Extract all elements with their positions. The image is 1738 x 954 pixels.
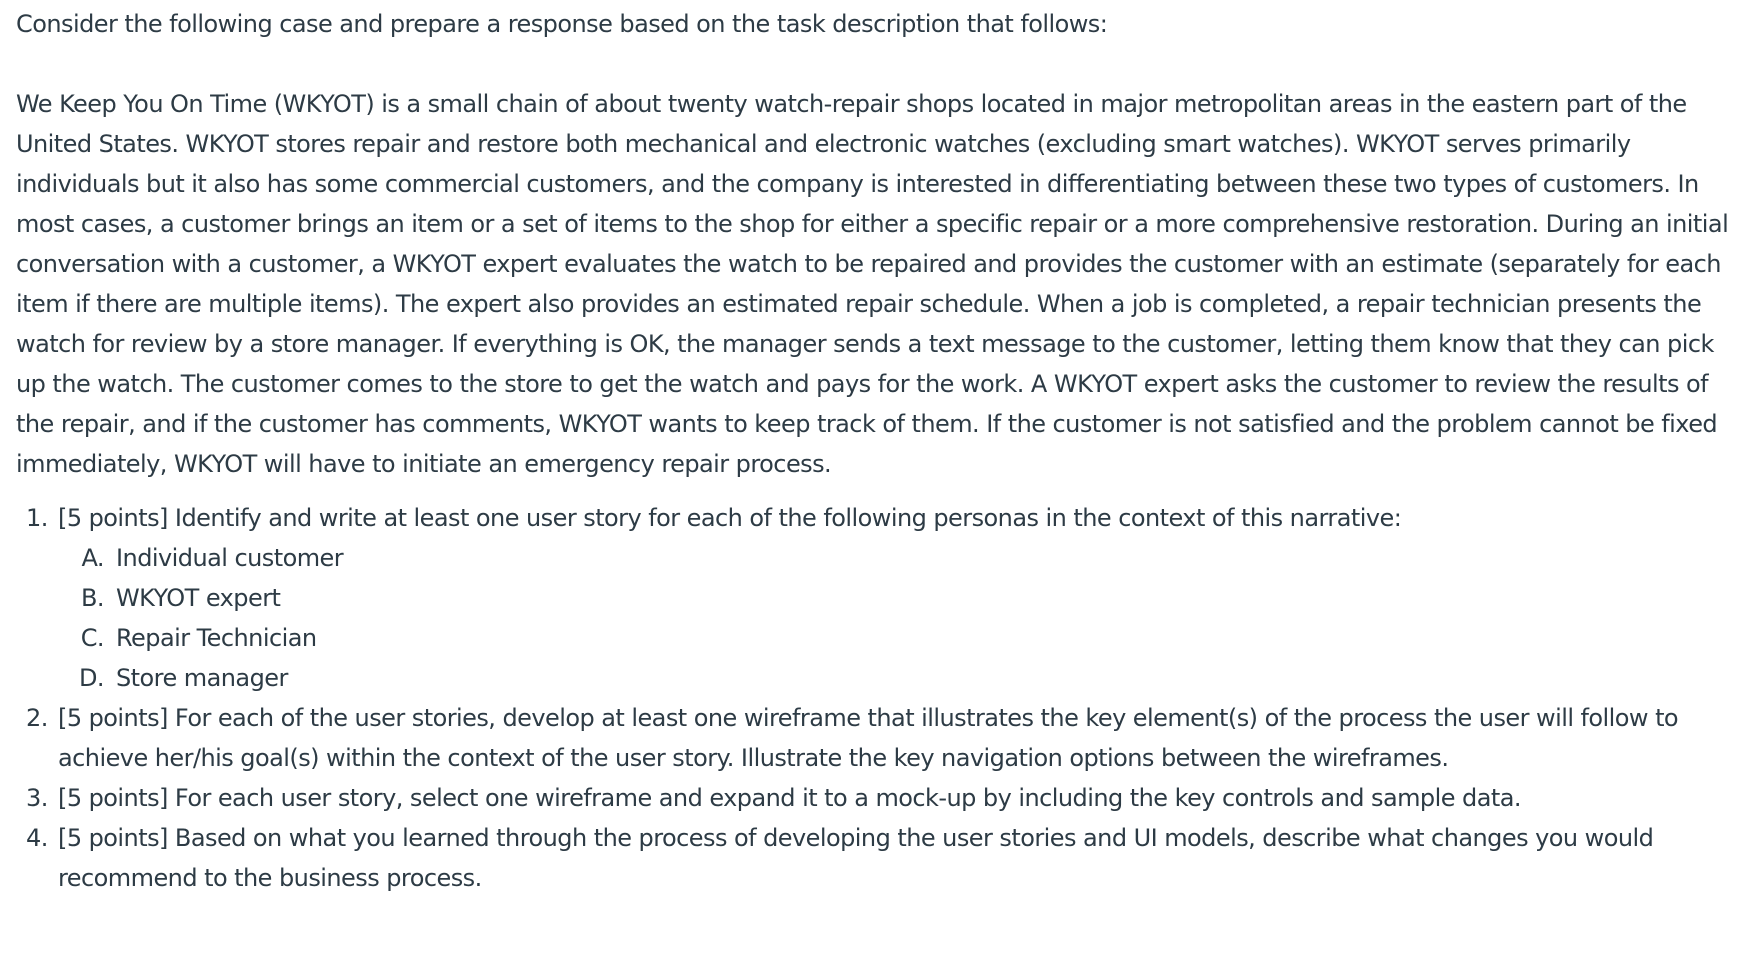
task-number: 3.: [26, 784, 48, 812]
persona-letter: C.: [80, 624, 104, 652]
task-item-4: [16, 818, 1736, 898]
task-text: [5 points] For each user story, select one wireframe and expand it to a mock-up by including the key controls and sample data.: [58, 784, 1521, 812]
task-text: [5 points] Based on what you learned through the process of developing the user stories and UI models, describe what changes you would recommend to the business process.: [58, 824, 1654, 892]
persona-item-wkyot-expert: [58, 578, 1736, 618]
persona-text: Repair Technician: [116, 624, 317, 652]
task-item-2: [16, 698, 1736, 778]
persona-text: Store manager: [116, 664, 288, 692]
persona-item-repair-technician: [58, 618, 1736, 658]
persona-item-individual-customer: [58, 538, 1736, 578]
task-number: 4.: [26, 824, 48, 852]
intro-paragraph: Consider the following case and prepare a response based on the task description that follows:: [16, 10, 1108, 38]
task-number: 2.: [26, 704, 48, 732]
persona-text: WKYOT expert: [116, 584, 281, 612]
task-item-1: [16, 498, 1736, 698]
task-number: 1.: [26, 504, 48, 532]
persona-letter: D.: [78, 664, 104, 692]
task-text: [5 points] Identify and write at least one user story for each of the following personas in the context of this narrative:: [58, 504, 1402, 532]
assignment-page: [16, 0, 1736, 898]
task-item-3: [16, 778, 1736, 818]
persona-item-store-manager: [58, 658, 1736, 698]
task-text: [5 points] For each of the user stories, develop at least one wireframe that illustrates the key element(s) of the process the user will follow to achieve her/his goal(s) within the context of the user story. Illustrate the key navigation options between the wireframes.: [58, 704, 1679, 772]
persona-list: [58, 538, 1736, 698]
persona-text: Individual customer: [116, 544, 344, 572]
case-narrative: We Keep You On Time (WKYOT) is a small chain of about twenty watch-repair shops located in major metropolitan areas in the eastern part of the United States. WKYOT stores repair and restore both mechanical and electronic watches (excluding smart watches). WKYOT serves primarily individuals but it also has some commercial customers, and the company is interested in differentiating between these two types of customers. In most cases, a customer brings an item or a set of items to the shop for either a specific repair or a more comprehensive restoration. During an initial conversation with a customer, a WKYOT expert evaluates the watch to be repaired and provides the customer with an estimate (separately for each item if there are multiple items). The expert also provides an estimated repair schedule. When a job is completed, a repair technician presents the watch for review by a store manager. If everything is OK, the manager sends a text message to the customer, letting them know that they can pick up the watch. The customer comes to the store to get the watch and pays for the work. A WKYOT expert asks the customer to review the results of the repair, and if the customer has comments, WKYOT wants to keep track of them. If the customer is not satisfied and the problem cannot be fixed immediately, WKYOT will have to initiate an emergency repair process.: [16, 90, 1729, 478]
task-list: [16, 498, 1736, 898]
persona-letter: B.: [81, 584, 104, 612]
persona-letter: A.: [81, 544, 104, 572]
